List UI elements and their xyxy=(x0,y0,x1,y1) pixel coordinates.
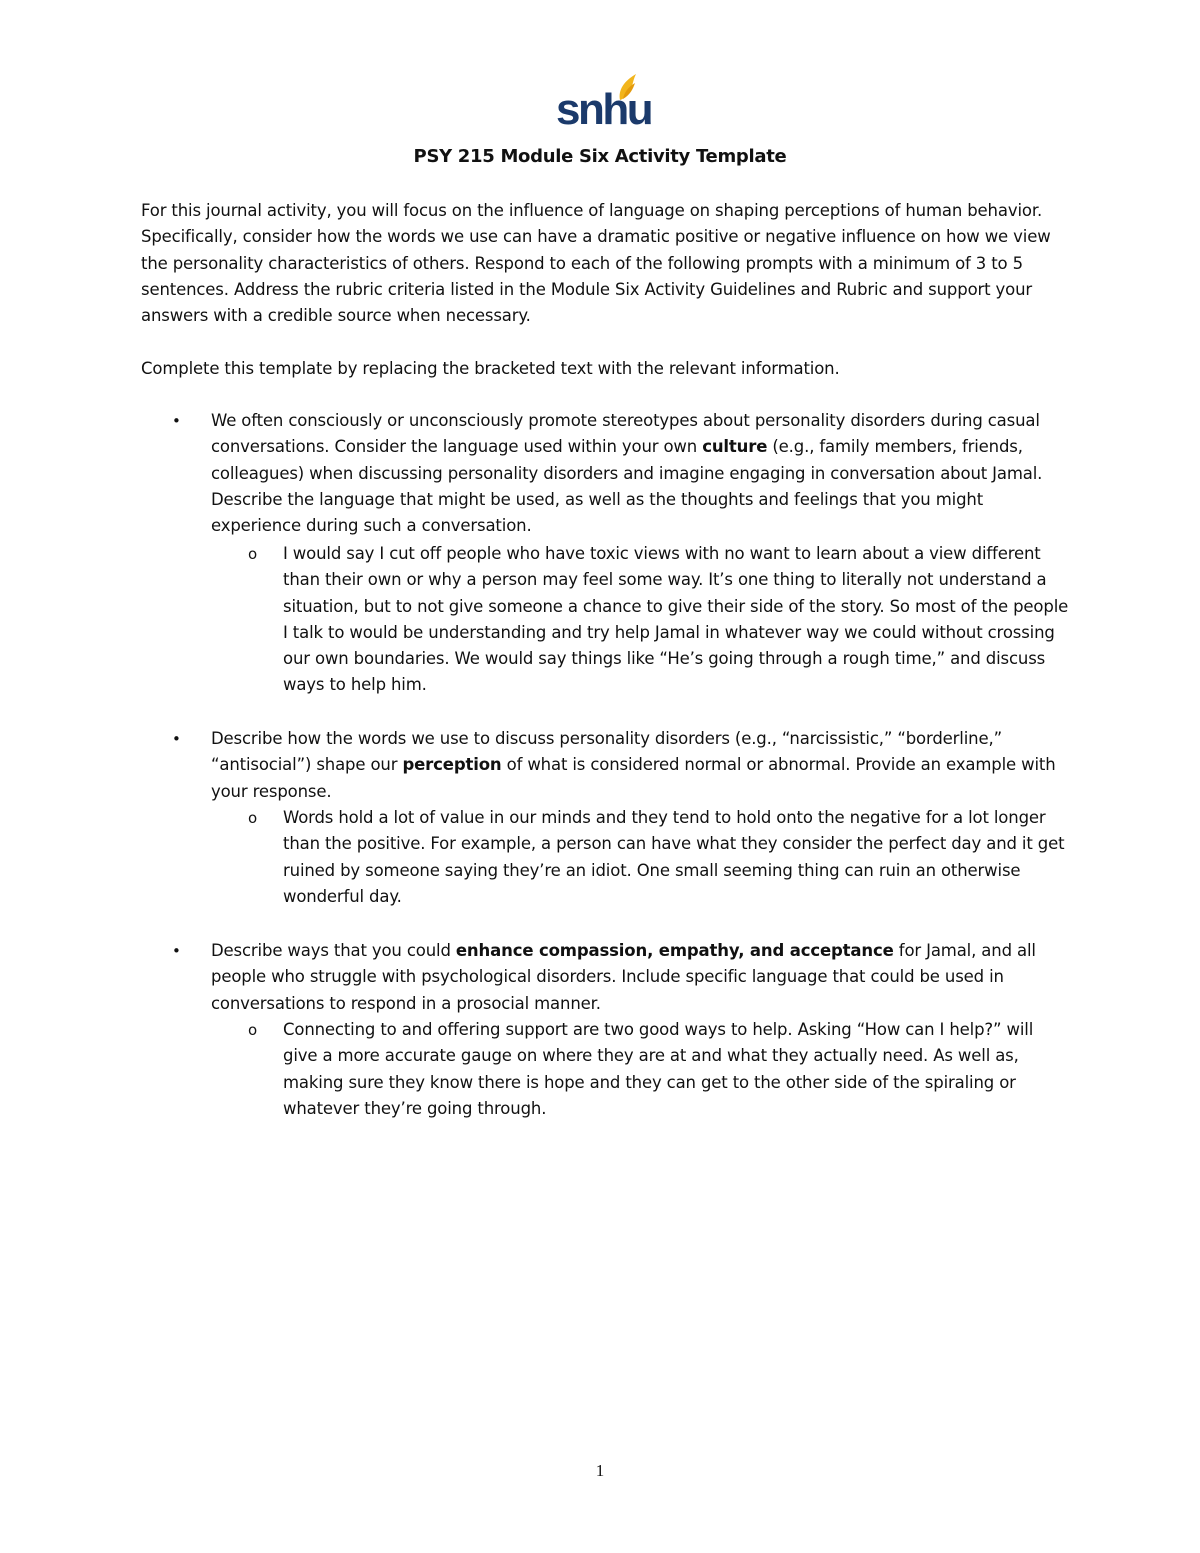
prompt-3-text-before: Describe ways that you could xyxy=(211,941,456,960)
logo-wordmark: snhu xyxy=(556,85,652,134)
prompt-3 xyxy=(211,938,1071,1017)
prompt-3-bold-term: enhance compassion, empathy, and acceptance xyxy=(455,941,894,960)
prompt-3-text-after: for Jamal, and all people who struggle with psychological disorders. Include specific language that could be used in conversations to respond in a prosocial manner. xyxy=(211,941,1036,1013)
page-number: 1 xyxy=(595,1461,605,1480)
prompt-1-bold-term: culture xyxy=(702,437,768,457)
sub-bullet-marker: o xyxy=(248,1021,258,1039)
prompt-2-bold-term: perception xyxy=(402,755,502,775)
prompt-2-text-before: Describe how the words we use to discuss personality disorders (e.g., “narcissistic,” “borderline,” “antisocial”) shape our xyxy=(211,729,1002,775)
answer-1: I would say I cut off people who have toxic views with no want to learn about a view different than their own or why a person may feel some way. It’s one thing to literally not understand a situation, but to not give someone a chance to give their side of the story. So most of the people I talk to would be understanding and try help Jamal in whatever way we could without crossing our own boundaries. We would say things like “He’s going through a rough time,” and discuss ways to help him. xyxy=(283,544,1069,695)
intro-paragraph: For this journal activity, you will focus on the influence of language on shaping perceptions of human behavior. Specifically, consider how the words we use can have a dramatic positive or negative influence on how we view the personality characteristics of others. Respond to each of the following prompts with a minimum of 3 to 5 sentences. Address the rubric criteria listed in the Module Six Activity Guidelines and Rubric and support your answers with a credible source when necessary. xyxy=(141,201,1051,326)
bullet-marker: • xyxy=(172,730,181,748)
prompt-1 xyxy=(211,408,1071,539)
bullet-marker: • xyxy=(172,412,181,430)
page-title: PSY 215 Module Six Activity Template xyxy=(413,146,787,167)
sub-bullet-marker: o xyxy=(248,545,258,563)
prompt-1-text-after: (e.g., family members, friends, colleagues) when discussing personality disorders and imagine engaging in conversation about Jamal. Describe the language that might be used, as well as the thoughts and feelings that you might experience during such a conversation. xyxy=(211,437,1043,536)
prompt-1-text-before: We often consciously or unconsciously promote stereotypes about personality disorders during casual conversations. Consider the language used within your own xyxy=(211,411,1040,457)
prompt-2 xyxy=(211,726,1071,805)
bullet-marker: • xyxy=(172,942,181,960)
sub-bullet-marker: o xyxy=(248,809,258,827)
answer-2: Words hold a lot of value in our minds and they tend to hold onto the negative for a lot longer than the positive. For example, a person can have what they consider the perfect day and it get ruined by someone saying they’re an idiot. One small seeming thing can ruin an otherwise wonderful day. xyxy=(283,808,1065,906)
instruction-paragraph: Complete this template by replacing the bracketed text with the relevant information. xyxy=(141,359,840,378)
snhu-logo xyxy=(556,72,652,134)
answer-3: Connecting to and offering support are two good ways to help. Asking “How can I help?” will give a more accurate gauge on where they are at and what they actually need. As well as, making sure they know there is hope and they can get to the other side of the spiraling or whatever they’re going through. xyxy=(283,1020,1034,1118)
prompt-2-text-after: of what is considered normal or abnormal. Provide an example with your response. xyxy=(211,755,1056,801)
